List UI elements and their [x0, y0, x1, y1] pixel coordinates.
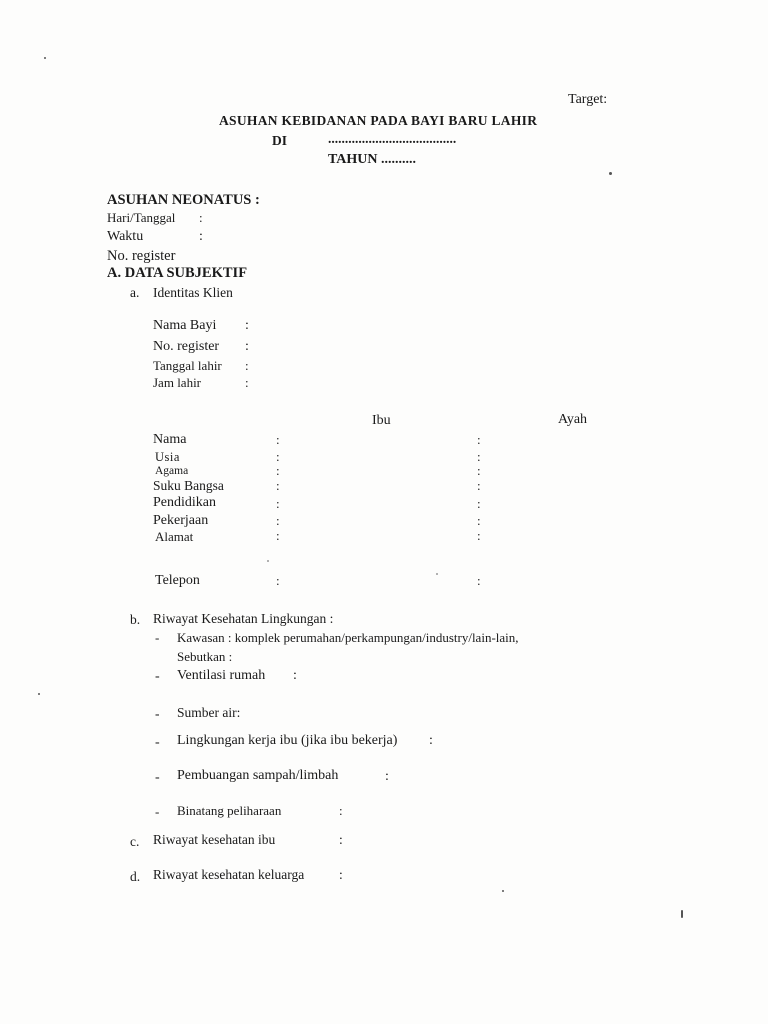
- ibu-agama-colon: :: [276, 463, 280, 478]
- tahun-label: TAHUN ..........: [328, 152, 417, 167]
- pembuangan-dash: -: [155, 770, 160, 785]
- sub-b-title: Riwayat Kesehatan Lingkungan :: [153, 611, 334, 626]
- scan-speck: [267, 560, 269, 562]
- scan-speck: [681, 910, 683, 918]
- sumber-air-dash: -: [155, 706, 160, 721]
- ayah-pekerjaan-colon: :: [477, 513, 481, 528]
- ventilasi-dash: -: [155, 669, 160, 684]
- scan-speck: [502, 890, 504, 892]
- sub-d-letter: d.: [130, 869, 141, 884]
- parent-pendidikan-label: Pendidikan: [153, 495, 216, 510]
- parent-suku-label: Suku Bangsa: [153, 478, 224, 493]
- section-a-heading: A. DATA SUBJEKTIF: [107, 265, 248, 281]
- parent-agama-label: Agama: [155, 465, 189, 477]
- parent-telepon-label: Telepon: [155, 573, 200, 588]
- hari-tanggal-colon: :: [199, 210, 203, 225]
- col-ayah-header: Ayah: [558, 412, 588, 427]
- sumber-air-label: Sumber air:: [177, 705, 241, 720]
- sub-d-title: Riwayat kesehatan keluarga: [153, 867, 305, 882]
- kawasan-dash: -: [155, 630, 160, 645]
- ibu-pendidikan-colon: :: [276, 496, 280, 511]
- ibu-nama-colon: :: [276, 432, 280, 447]
- parent-alamat-label: Alamat: [155, 529, 194, 544]
- hari-tanggal-label: Hari/Tanggal: [107, 210, 176, 225]
- ibu-usia-colon: :: [276, 449, 280, 464]
- ayah-nama-colon: :: [477, 432, 481, 447]
- jam-lahir-label: Jam lahir: [153, 375, 202, 390]
- sebutkan-label: Sebutkan :: [177, 649, 233, 664]
- ayah-suku-colon: :: [477, 478, 481, 493]
- lingkungan-kerja-colon: :: [429, 733, 433, 748]
- binatang-colon: :: [339, 803, 343, 818]
- ibu-alamat-colon: :: [276, 528, 280, 543]
- ayah-agama-colon: :: [477, 463, 481, 478]
- ventilasi-label: Ventilasi rumah: [177, 668, 266, 683]
- ibu-telepon-colon: :: [276, 573, 280, 588]
- form-title: ASUHAN KEBIDANAN PADA BAYI BARU LAHIR: [219, 113, 538, 128]
- parent-nama-label: Nama: [153, 432, 187, 447]
- bayi-no-register-colon: :: [245, 339, 249, 354]
- sub-c-colon: :: [339, 832, 343, 847]
- pembuangan-colon: :: [385, 769, 389, 784]
- tanggal-lahir-colon: :: [245, 358, 249, 373]
- col-ibu-header: Ibu: [372, 413, 391, 428]
- ibu-suku-colon: :: [276, 478, 280, 493]
- scan-speck: [44, 57, 46, 59]
- no-register-label: No. register: [107, 248, 176, 264]
- di-label: DI: [272, 133, 288, 148]
- ayah-telepon-colon: :: [477, 573, 481, 588]
- scan-speck: [38, 693, 40, 695]
- tanggal-lahir-label: Tanggal lahir: [153, 358, 222, 373]
- parent-pekerjaan-label: Pekerjaan: [153, 513, 209, 528]
- ibu-pekerjaan-colon: :: [276, 513, 280, 528]
- sub-c-title: Riwayat kesehatan ibu: [153, 832, 276, 847]
- ventilasi-colon: :: [293, 668, 297, 683]
- lingkungan-kerja-dash: -: [155, 735, 160, 750]
- target-label: Target:: [568, 92, 608, 107]
- sub-d-colon: :: [339, 867, 343, 882]
- bayi-no-register-label: No. register: [153, 339, 220, 354]
- di-dots: ......................................: [328, 131, 457, 146]
- pembuangan-label: Pembuangan sampah/limbah: [177, 768, 339, 783]
- binatang-label: Binatang peliharaan: [177, 803, 282, 818]
- scan-speck: [609, 172, 612, 175]
- binatang-dash: -: [155, 804, 160, 819]
- ayah-usia-colon: :: [477, 449, 481, 464]
- sub-c-letter: c.: [130, 834, 140, 849]
- sub-a-letter: a.: [130, 285, 140, 300]
- neonatus-heading: ASUHAN NEONATUS :: [107, 192, 260, 208]
- ayah-pendidikan-colon: :: [477, 496, 481, 511]
- nama-bayi-colon: :: [245, 318, 249, 333]
- waktu-label: Waktu: [107, 229, 144, 244]
- lingkungan-kerja-label: Lingkungan kerja ibu (jika ibu bekerja): [177, 733, 398, 748]
- nama-bayi-label: Nama Bayi: [153, 318, 217, 333]
- sub-a-title: Identitas Klien: [153, 285, 233, 300]
- ayah-alamat-colon: :: [477, 528, 481, 543]
- parent-usia-label: Usia: [155, 450, 180, 464]
- sub-b-letter: b.: [130, 612, 141, 627]
- scan-speck: [436, 573, 438, 575]
- jam-lahir-colon: :: [245, 375, 249, 390]
- waktu-colon: :: [199, 229, 203, 244]
- kawasan-label: Kawasan : komplek perumahan/perkampungan/industry/lain-lain,: [177, 630, 519, 645]
